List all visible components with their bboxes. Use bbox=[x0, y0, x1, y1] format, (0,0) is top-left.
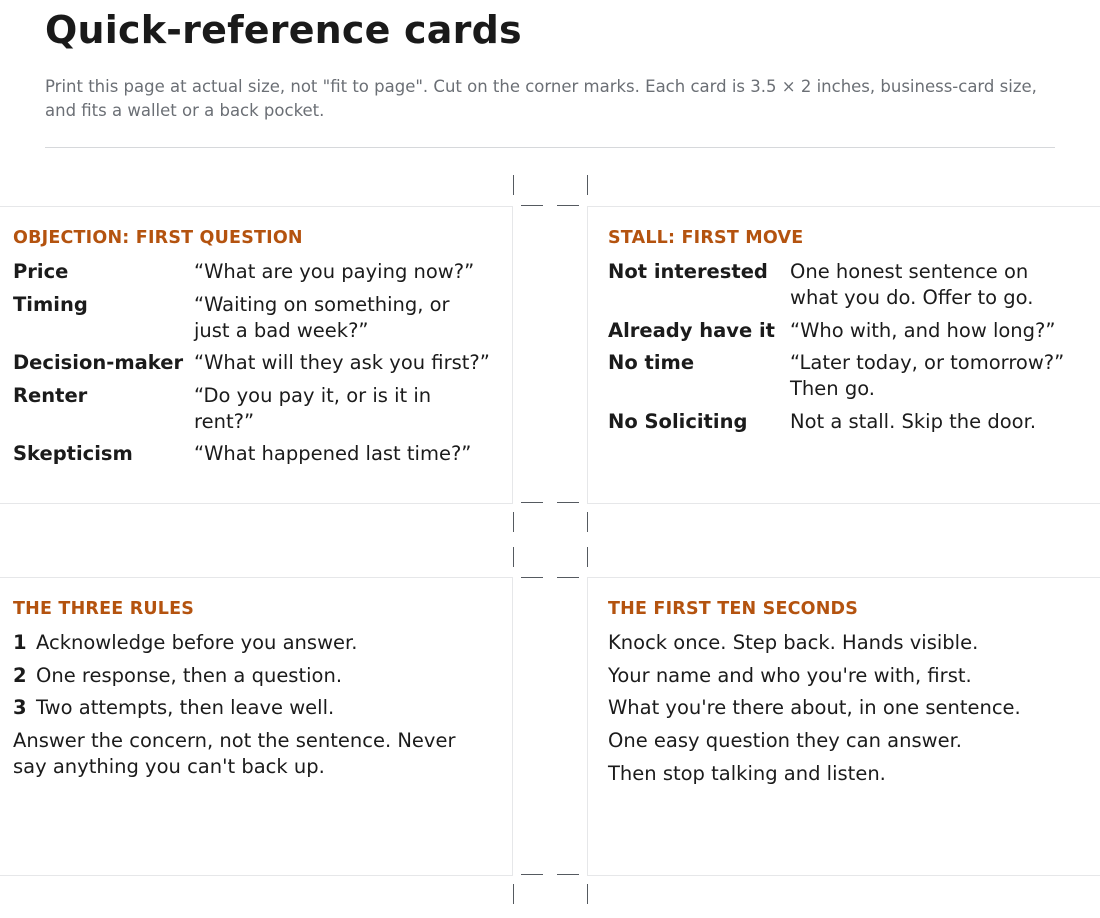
cut-mark bbox=[521, 502, 543, 503]
list-item: Then stop talking and listen. bbox=[608, 762, 886, 785]
table-row bbox=[13, 383, 508, 435]
card-stall bbox=[608, 206, 1088, 504]
list-item: Your name and who you're with, first. bbox=[608, 664, 972, 687]
card-objection bbox=[13, 206, 508, 504]
cut-mark bbox=[587, 547, 588, 567]
list-item: One easy question they can answer. bbox=[608, 729, 962, 752]
row-key: Skepticism bbox=[13, 442, 133, 465]
row-value: One honest sentence on what you do. Offer to go. bbox=[790, 260, 1034, 309]
list-item bbox=[13, 663, 342, 689]
rule-text: One response, then a question. bbox=[36, 664, 343, 687]
cut-mark bbox=[587, 175, 588, 195]
row-key: Timing bbox=[13, 293, 88, 316]
table-row bbox=[13, 259, 508, 285]
cut-mark bbox=[557, 577, 579, 578]
card-title: STALL: FIRST MOVE bbox=[608, 228, 804, 248]
cut-mark bbox=[557, 502, 579, 503]
cut-mark bbox=[521, 874, 543, 875]
row-value: “What are you paying now?” bbox=[194, 260, 475, 283]
row-value: “What will they ask you first?” bbox=[194, 351, 490, 374]
row-value: “Later today, or tomorrow?” Then go. bbox=[790, 351, 1065, 400]
card-title: THE THREE RULES bbox=[13, 599, 195, 619]
page-title: Quick-reference cards bbox=[45, 8, 522, 52]
cut-mark bbox=[557, 205, 579, 206]
row-key: Renter bbox=[13, 384, 88, 407]
cut-mark bbox=[513, 512, 514, 532]
table-row bbox=[608, 409, 1088, 435]
cut-mark bbox=[557, 874, 579, 875]
row-value: “What happened last time?” bbox=[194, 442, 472, 465]
row-key: Not interested bbox=[608, 260, 768, 283]
cut-mark bbox=[513, 175, 514, 195]
table-row bbox=[608, 318, 1088, 344]
card-title: OBJECTION: FIRST QUESTION bbox=[13, 228, 303, 248]
list-item: Knock once. Step back. Hands visible. bbox=[608, 631, 979, 654]
rule-number: 3 bbox=[13, 696, 27, 719]
cut-mark bbox=[513, 884, 514, 904]
row-value: Not a stall. Skip the door. bbox=[790, 410, 1037, 433]
row-key: Decision-maker bbox=[13, 351, 184, 374]
table-row bbox=[13, 350, 508, 376]
card-seconds bbox=[608, 577, 1088, 876]
table-row bbox=[13, 292, 508, 344]
cut-mark bbox=[521, 205, 543, 206]
list-item bbox=[13, 695, 334, 721]
list-item: What you're there about, in one sentence. bbox=[608, 696, 1021, 719]
row-key: No time bbox=[608, 351, 695, 374]
rule-text: Acknowledge before you answer. bbox=[36, 631, 358, 654]
card-title: THE FIRST TEN SECONDS bbox=[608, 599, 859, 619]
row-key: Price bbox=[13, 260, 69, 283]
rules-note: Answer the concern, not the sentence. Never say anything you can't back up. bbox=[13, 729, 456, 778]
row-key: No Soliciting bbox=[608, 410, 748, 433]
row-key: Already have it bbox=[608, 319, 776, 342]
card-rules bbox=[13, 577, 508, 876]
cut-mark bbox=[513, 547, 514, 567]
rule-number: 2 bbox=[13, 664, 27, 687]
rule-text: Two attempts, then leave well. bbox=[36, 696, 335, 719]
row-value: “Waiting on something, or just a bad week?” bbox=[194, 293, 450, 342]
table-row bbox=[608, 259, 1088, 311]
table-row bbox=[608, 350, 1088, 402]
cut-mark bbox=[587, 512, 588, 532]
print-instructions: Print this page at actual size, not "fit to page". Cut on the corner marks. Each card is 3.5 × 2 inches, business-card size, and fits a wallet or a back pocket. bbox=[45, 77, 1037, 120]
table-row bbox=[13, 441, 508, 467]
rule-number: 1 bbox=[13, 631, 27, 654]
header-divider bbox=[45, 147, 1055, 148]
cut-mark bbox=[521, 577, 543, 578]
row-value: “Who with, and how long?” bbox=[790, 319, 1056, 342]
row-value: “Do you pay it, or is it in rent?” bbox=[194, 384, 432, 433]
cut-mark bbox=[587, 884, 588, 904]
list-item bbox=[13, 630, 357, 656]
